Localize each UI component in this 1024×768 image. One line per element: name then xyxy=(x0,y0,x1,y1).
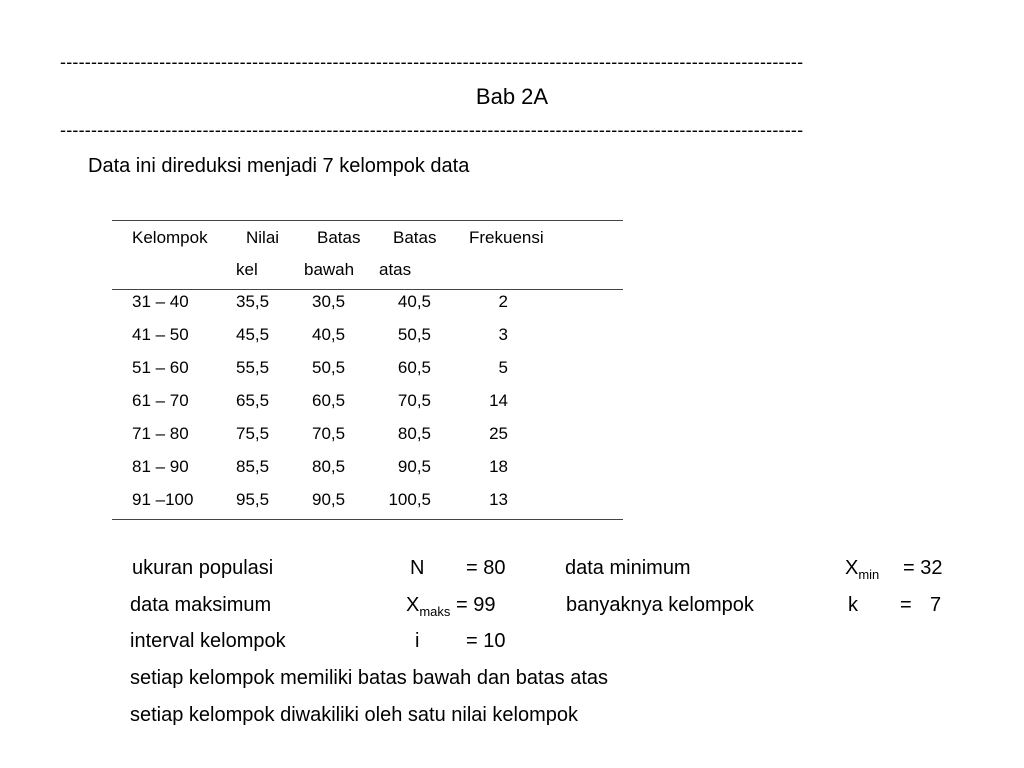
stat-ukuran-symbol: N xyxy=(410,557,425,579)
table-rule-top xyxy=(112,220,623,221)
stat-line-batas: setiap kelompok memiliki batas bawah dan batas atas xyxy=(130,667,609,689)
stat-maks-value: = 99 xyxy=(455,594,496,616)
cell-batas-bawah: 80,5 xyxy=(312,457,346,476)
cell-nilai: 35,5 xyxy=(236,292,270,311)
bottom-dashed-rule: ------------------------------------------------------------------------------------------------------------------------ xyxy=(60,120,804,140)
cell-nilai: 65,5 xyxy=(236,391,270,410)
header-batas-atas-2: atas xyxy=(379,260,412,279)
cell-kelompok: 41 – 50 xyxy=(132,325,189,344)
cell-nilai: 55,5 xyxy=(236,358,270,377)
cell-nilai: 45,5 xyxy=(236,325,270,344)
intro-text: Data ini direduksi menjadi 7 kelompok data xyxy=(88,155,470,177)
cell-batas-bawah: 70,5 xyxy=(312,424,346,443)
cell-batas-atas: 100,5 xyxy=(388,490,431,509)
cell-batas-atas: 50,5 xyxy=(397,325,431,344)
cell-batas-bawah: 90,5 xyxy=(312,490,346,509)
table-rule-bottom xyxy=(112,519,623,520)
page-title: Bab 2A xyxy=(475,84,549,109)
cell-frekuensi: 3 xyxy=(498,325,508,344)
stat-min-value: = 32 xyxy=(903,557,943,579)
cell-nilai: 75,5 xyxy=(236,424,270,443)
cell-frekuensi: 5 xyxy=(498,358,508,377)
cell-batas-atas: 70,5 xyxy=(397,391,431,410)
cell-kelompok: 51 – 60 xyxy=(132,358,189,377)
cell-kelompok: 31 – 40 xyxy=(132,292,189,311)
stat-banyak-equals: = xyxy=(900,594,912,616)
stat-min-symbol: $X_{min}$ xyxy=(845,557,880,582)
stat-line-nilai: setiap kelompok diwakiliki oleh satu nilai kelompok xyxy=(130,704,578,726)
cell-batas-bawah: 50,5 xyxy=(312,358,346,377)
header-frekuensi: Frekuensi xyxy=(469,228,544,247)
stat-interval-value: = 10 xyxy=(466,630,506,652)
cell-batas-atas: 60,5 xyxy=(397,358,431,377)
cell-batas-atas: 90,5 xyxy=(397,457,431,476)
stat-min-label: data minimum xyxy=(565,557,691,579)
header-batas-bawah: Batas xyxy=(317,228,361,247)
cell-batas-atas: 80,5 xyxy=(397,424,431,443)
stat-banyak-symbol: k xyxy=(848,594,858,616)
cell-frekuensi: 14 xyxy=(489,391,508,410)
header-batas-bawah-2: bawah xyxy=(304,260,355,279)
cell-frekuensi: 13 xyxy=(489,490,508,509)
stat-banyak-label: banyaknya kelompok xyxy=(566,594,754,616)
stat-ukuran-label: ukuran populasi xyxy=(132,557,274,579)
cell-frekuensi: 25 xyxy=(489,424,508,443)
stat-maks-label: data maksimum xyxy=(130,594,272,616)
header-nilai: Nilai xyxy=(246,228,280,247)
cell-kelompok: 91 –100 xyxy=(132,490,194,509)
stat-min-subscript: min xyxy=(858,567,880,582)
cell-kelompok: 81 – 90 xyxy=(132,457,189,476)
table-rule-header xyxy=(112,289,623,290)
cell-batas-bawah: 30,5 xyxy=(312,292,346,311)
stat-banyak-value: 7 xyxy=(930,594,942,616)
frequency-table xyxy=(112,220,623,520)
cell-nilai: 95,5 xyxy=(236,490,270,509)
top-dashed-rule: ------------------------------------------------------------------------------------------------------------------------ xyxy=(60,52,804,72)
cell-frekuensi: 18 xyxy=(489,457,508,476)
cell-batas-bawah: 40,5 xyxy=(312,325,346,344)
cell-kelompok: 71 – 80 xyxy=(132,424,189,443)
cell-kelompok: 61 – 70 xyxy=(132,391,189,410)
stat-interval-label: interval kelompok xyxy=(130,630,286,652)
header-nilai-kel: kel xyxy=(236,260,258,279)
stat-ukuran-value: = 80 xyxy=(466,557,506,579)
cell-batas-atas: 40,5 xyxy=(397,292,431,311)
header-batas-atas: Batas xyxy=(393,228,437,247)
stat-maks-symbol: $X_{maks} = 99$ xyxy=(406,594,496,619)
cell-frekuensi: 2 xyxy=(498,292,508,311)
cell-batas-bawah: 60,5 xyxy=(312,391,346,410)
stat-maks-subscript: maks xyxy=(419,604,451,619)
header-kelompok: Kelompok xyxy=(132,228,208,247)
stat-interval-symbol: i xyxy=(415,630,420,652)
cell-nilai: 85,5 xyxy=(236,457,270,476)
